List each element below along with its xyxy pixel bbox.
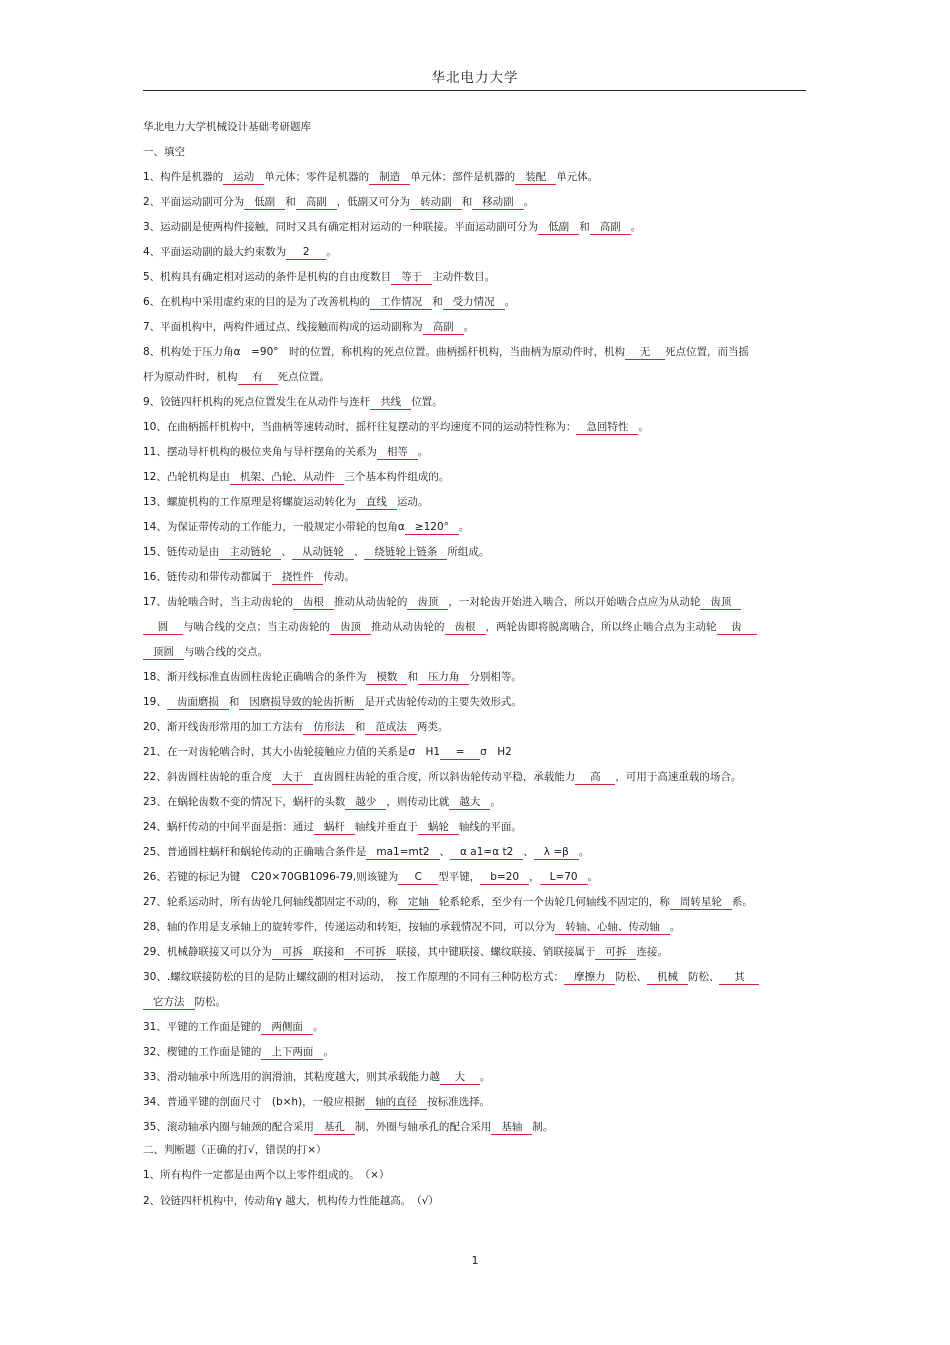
question-text: 防松。 — [194, 996, 226, 1008]
question-text: 10、在曲柄摇杆机构中，当曲柄等速转动时，摇杆往复摆动的平均速度不同的运动特性称为： — [143, 421, 577, 433]
fill-in-question — [143, 1120, 809, 1135]
question-text: 。 — [463, 321, 475, 333]
question-text: 轴线并垂直于 — [354, 821, 418, 833]
question-text: 18、渐开线标准直齿圆柱齿轮正确啮合的条件为 — [143, 671, 367, 683]
fill-in-question — [143, 545, 809, 560]
question-text: 12、凸轮机构是由 — [143, 471, 230, 483]
answer-blank: 高 — [575, 771, 615, 785]
question-text: ，低副又可分为 — [336, 196, 411, 208]
fill-in-question — [143, 470, 809, 485]
answer-blank: ≥120° — [405, 521, 459, 535]
question-text: 。 — [490, 796, 501, 808]
question-text: 2、平面运动副可分为 — [143, 196, 245, 208]
question-text: 。 — [458, 521, 470, 533]
question-text: 。 — [326, 246, 337, 258]
question-text: 3、运动副是使两构件接触，同时又具有确定相对运动的一种联接。平面运动副可分为 — [143, 221, 539, 233]
answer-blank: 运动 — [223, 171, 264, 185]
question-text: 传动。 — [323, 571, 355, 583]
answer-blank: 从动链轮 — [292, 546, 354, 560]
question-text: 连接。 — [636, 946, 668, 958]
question-text: 推动从动齿轮的 — [333, 596, 408, 608]
question-text: 和 — [285, 196, 296, 208]
answer-blank: 制造 — [369, 171, 410, 185]
question-text: 34、普通平键的剖面尺寸 (b×h)，一般应根据 — [143, 1096, 366, 1108]
answer-blank: 齿面磨损 — [167, 696, 229, 710]
document-title: 华北电力大学机械设计基础考研题库 — [143, 121, 311, 133]
question-text: 。 — [417, 446, 429, 458]
section-heading-true-false: 二、判断题（正确的打√，错误的打×） — [143, 1144, 327, 1156]
question-text: 33、滑动轴承中所选用的润滑油，其粘度越大，则其承载能力越 — [143, 1071, 440, 1083]
answer-blank: C — [398, 871, 438, 885]
answer-blank: 有 — [238, 371, 278, 385]
question-text: 与啮合线的交点。 — [184, 646, 268, 658]
fill-in-question — [143, 295, 809, 310]
fill-in-question — [143, 1020, 809, 1035]
question-text: 单元体。 — [556, 171, 599, 183]
answer-blank: 周转星轮 — [670, 896, 732, 910]
fill-in-question — [143, 770, 809, 785]
question-text: 杆为原动件时，机构 — [143, 371, 238, 383]
answer-blank: 等于 — [391, 271, 432, 285]
question-text: 32、楔键的工作面是键的 — [143, 1046, 262, 1058]
answer-blank: 范成法 — [365, 721, 417, 735]
question-text: 31、平键的工作面是键的 — [143, 1021, 262, 1033]
question-text: ， — [529, 871, 540, 883]
answer-blank: 大于 — [272, 771, 313, 785]
fill-in-question — [143, 270, 809, 285]
page-number: 1 — [471, 1254, 479, 1267]
question-text: 13、螺旋机构的工作原理是将螺旋运动转化为 — [143, 496, 356, 508]
question-text: 35、滚动轴承内圈与轴颈的配合采用 — [143, 1121, 314, 1133]
true-false-question: 1、所有构件一定都是由两个以上零件组成的。 （×） — [143, 1169, 390, 1181]
question-text: 1、构件是机器的 — [143, 171, 224, 183]
question-text: 。 — [587, 871, 599, 883]
answer-blank: 齿根 — [445, 621, 486, 635]
question-text: 轮系轮系，至少有一个齿轮几何轴线不固定的，称 — [438, 896, 670, 908]
answer-blank: b=20 — [480, 871, 529, 885]
answer-blank: 蜗杆 — [314, 821, 355, 835]
answer-blank: L=70 — [540, 871, 588, 885]
question-text: 。 — [504, 296, 516, 308]
question-text: 。 — [479, 1071, 491, 1083]
answer-blank: 齿顶 — [330, 621, 371, 635]
question-text: 。 — [578, 846, 590, 858]
answer-blank: 蜗轮 — [418, 821, 459, 835]
fill-in-question — [143, 520, 809, 535]
answer-blank: 它方法 — [143, 996, 195, 1010]
answer-blank: 可拆 — [595, 946, 636, 960]
fill-in-question — [143, 745, 809, 760]
question-text: 14、为保证带传动的工作能力，一般规定小带轮的包角α — [143, 521, 405, 533]
answer-blank: 顶圆 — [143, 646, 184, 660]
question-text: 。 — [312, 1021, 324, 1033]
question-text: 和 — [432, 296, 443, 308]
question-text: 21、在一对齿轮啮合时，其大小齿轮接触应力值的关系是σ H1 — [143, 746, 441, 758]
answer-blank: 其 — [719, 971, 759, 985]
question-text: ，两轮齿即将脱离啮合，所以终止啮合点为主动轮 — [485, 621, 717, 633]
answer-blank: 挠性件 — [272, 571, 324, 585]
question-text: 两类。 — [416, 721, 449, 733]
fill-in-question — [143, 920, 809, 935]
answer-blank: 不可拆 — [344, 946, 396, 960]
fill-in-question — [143, 970, 809, 985]
question-text: 、 — [439, 846, 451, 858]
question-text: 。 — [323, 1046, 334, 1058]
answer-blank: 低副 — [244, 196, 285, 210]
question-text: 、 — [281, 546, 292, 558]
question-text: 型平键， — [438, 871, 481, 883]
question-text: 15、链传动是由 — [143, 546, 220, 558]
question-text: 17、齿轮啮合时，当主动齿轮的 — [143, 596, 293, 608]
question-text: 死点位置，而当摇 — [665, 346, 750, 358]
question-text: 轴线的平面。 — [458, 821, 522, 833]
question-text: 分别相等。 — [469, 671, 522, 683]
fill-in-question — [143, 870, 809, 885]
fill-in-question — [143, 370, 809, 385]
question-text: 直齿圆柱齿轮的重合度，所以斜齿轮传动平稳，承载能力 — [312, 771, 576, 783]
question-text: 6、在机构中采用虚约束的目的是为了改善机构的 — [143, 296, 371, 308]
question-text: 。 — [630, 221, 642, 233]
answer-blank: 急回特性 — [576, 421, 638, 435]
question-text: 单元体；部件是机器的 — [410, 171, 516, 183]
question-text: 29、机械静联接又可以分为 — [143, 946, 272, 958]
question-text: 。 — [638, 421, 649, 433]
fill-in-question — [143, 195, 809, 210]
answer-blank: 高副 — [296, 196, 337, 210]
fill-in-question — [143, 320, 809, 335]
question-text: 4、平面运动副的最大约束数为 — [143, 246, 287, 258]
question-text: 28、轴的作用是支承轴上的旋转零件，传递运动和转矩，按轴的承载情况不同，可以分为 — [143, 921, 556, 933]
answer-blank: 直线 — [356, 496, 397, 510]
answer-blank: 可拆 — [272, 946, 313, 960]
question-text: 与啮合线的交点；当主动齿轮的 — [183, 621, 330, 633]
question-text: 运动。 — [396, 496, 429, 508]
true-false-question: 2、铰链四杆机构中，传动角γ 越大，机构传力性能越高。 （√） — [143, 1195, 439, 1207]
fill-in-question — [143, 845, 809, 860]
fill-in-question — [143, 345, 809, 360]
question-text: 和 — [579, 221, 590, 233]
answer-blank: 压力角 — [418, 671, 470, 685]
question-text: 和 — [461, 196, 473, 208]
fill-in-question — [143, 245, 809, 260]
question-text: 19、 — [143, 696, 167, 708]
question-text: 制，外圈与轴承孔的配合采用 — [354, 1121, 492, 1133]
answer-blank: 齿顶 — [407, 596, 448, 610]
fill-in-question — [143, 670, 809, 685]
answer-blank: 齿 — [717, 621, 757, 635]
question-text: 5、机构具有确定相对运动的条件是机构的自由度数目 — [143, 271, 392, 283]
question-text: 系。 — [731, 896, 753, 908]
answer-blank: 越少 — [345, 796, 386, 810]
question-text: 23、在蜗轮齿数不变的情况下，蜗杆的头数 — [143, 796, 346, 808]
question-text: 、 — [523, 846, 534, 858]
question-text: 防松、 — [615, 971, 647, 983]
answer-blank: 仿形法 — [303, 721, 355, 735]
question-text: ，可用于高速重载的场合。 — [615, 771, 742, 783]
fill-in-question — [143, 1070, 809, 1085]
question-text: 、 — [353, 546, 365, 558]
fill-in-question — [143, 645, 809, 660]
fill-in-question — [143, 720, 809, 735]
question-text: 16、链传动和带传动都属于 — [143, 571, 272, 583]
answer-blank: 基孔 — [314, 1121, 355, 1135]
answer-blank: 两侧面 — [261, 1021, 313, 1035]
answer-blank: 大 — [440, 1071, 480, 1085]
fill-in-question — [143, 170, 809, 185]
question-text: 7、平面机构中，两构件通过点、线接触而构成的运动副称为 — [143, 321, 423, 333]
answer-blank: 主动链轮 — [219, 546, 281, 560]
header-divider — [143, 90, 806, 91]
answer-blank: λ =β — [534, 846, 579, 860]
question-text: 联接，其中键联接、螺纹联接、销联接属于 — [395, 946, 596, 958]
question-text: 27、轮系运动时，所有齿轮几何轴线都固定不动的，称 — [143, 896, 398, 908]
question-text: 三个基本构件组成的。 — [344, 471, 450, 483]
question-text: 8、机构处于压力角α =90° 时的位置，称机构的死点位置。曲柄摇杆机构，当曲柄为原动件时，机构 — [143, 346, 626, 358]
question-text: 22、斜齿圆柱齿轮的重合度 — [143, 771, 272, 783]
answer-blank: 共线 — [370, 396, 411, 410]
fill-in-question — [143, 395, 809, 410]
answer-blank: 转动副 — [410, 196, 462, 210]
question-text: 位置。 — [411, 396, 443, 408]
question-text: ，则传动比就 — [386, 796, 450, 808]
question-text: 单元体；零件是机器的 — [264, 171, 370, 183]
question-text: 按标准选择。 — [427, 1096, 491, 1108]
answer-blank: 无 — [625, 346, 665, 360]
answer-blank: 摩擦力 — [564, 971, 616, 985]
answer-blank: 装配 — [515, 171, 556, 185]
answer-blank: 基轴 — [491, 1121, 532, 1135]
fill-in-question — [143, 1045, 809, 1060]
question-text: 联接和 — [312, 946, 345, 958]
answer-blank: 齿顶 — [700, 596, 741, 610]
answer-blank: 高副 — [423, 321, 464, 335]
answer-blank: 因磨损导致的轮齿折断 — [239, 696, 364, 710]
question-text: 防松、 — [687, 971, 720, 983]
answer-blank: 机械 — [647, 971, 688, 985]
page-header-title: 华北电力大学 — [431, 70, 519, 86]
question-text: 。 — [669, 921, 681, 933]
fill-in-question — [143, 1095, 809, 1110]
fill-in-question — [143, 995, 809, 1010]
answer-blank: 高副 — [590, 221, 631, 235]
fill-in-question — [143, 220, 809, 235]
fill-in-question — [143, 820, 809, 835]
question-text: 。 — [523, 196, 535, 208]
answer-blank: 工作情况 — [370, 296, 432, 310]
question-text: 主动件数目。 — [432, 271, 496, 283]
fill-in-question — [143, 445, 809, 460]
question-text: 死点位置。 — [277, 371, 330, 383]
answer-blank: ma1=mt2 — [366, 846, 439, 860]
answer-blank: 绕链轮上链条 — [364, 546, 447, 560]
answer-blank: α a1=α t2 — [450, 846, 523, 860]
question-text: 26、若键的标记为键 C20×70GB1096-79,则该键为 — [143, 871, 399, 883]
answer-blank: 越大 — [449, 796, 490, 810]
fill-in-question — [143, 595, 809, 610]
question-text: 所组成。 — [447, 546, 490, 558]
fill-in-question — [143, 895, 809, 910]
answer-blank: = — [440, 746, 480, 760]
question-text: ，一对轮齿开始进入啮合，所以开始啮合点应为从动轮 — [448, 596, 701, 608]
answer-blank: 移动副 — [472, 196, 524, 210]
fill-in-question — [143, 495, 809, 510]
fill-in-question — [143, 420, 809, 435]
fill-in-question — [143, 570, 809, 585]
fill-in-question — [143, 945, 809, 960]
question-text: 9、铰链四杆机构的死点位置发生在从动件与连杆 — [143, 396, 371, 408]
question-text: 20、渐开线齿形常用的加工方法有 — [143, 721, 304, 733]
answer-blank: 转轴、心轴、传动轴 — [555, 921, 670, 935]
question-text: 和 — [407, 671, 418, 683]
fill-in-question — [143, 695, 809, 710]
answer-blank: 圆 — [143, 621, 183, 635]
fill-in-question — [143, 620, 809, 635]
fill-in-question — [143, 795, 809, 810]
answer-blank: 轴的直径 — [365, 1096, 427, 1110]
question-text: 30、.螺纹联接防松的目的是防止螺纹副的相对运动， 按工作原理的不同有三种防松方式： — [143, 971, 564, 983]
question-text: σ H2 — [480, 746, 512, 758]
question-text: 11、摆动导杆机构的极位夹角与导杆摆角的关系为 — [143, 446, 377, 458]
answer-blank: 相等 — [377, 446, 418, 460]
answer-blank: 上下两面 — [261, 1046, 323, 1060]
question-text: 推动从动齿轮的 — [371, 621, 445, 633]
answer-blank: 齿根 — [293, 596, 334, 610]
question-text: 是开式齿轮传动的主要失效形式。 — [364, 696, 522, 708]
answer-blank: 低副 — [538, 221, 579, 235]
question-text: 和 — [354, 721, 366, 733]
answer-blank: 机架、凸轮、从动件 — [230, 471, 345, 485]
question-text: 和 — [228, 696, 240, 708]
answer-blank: 2 — [286, 246, 326, 260]
answer-blank: 模数 — [366, 671, 407, 685]
answer-blank: 定轴 — [398, 896, 439, 910]
question-text: 24、蜗杆传动的中间平面是指：通过 — [143, 821, 314, 833]
section-heading-fill-in: 一、填空 — [143, 146, 185, 158]
question-text: 25、普通圆柱蜗杆和蜗轮传动的正确啮合条件是 — [143, 846, 367, 858]
question-text: 制。 — [532, 1121, 554, 1133]
answer-blank: 受力情况 — [443, 296, 505, 310]
